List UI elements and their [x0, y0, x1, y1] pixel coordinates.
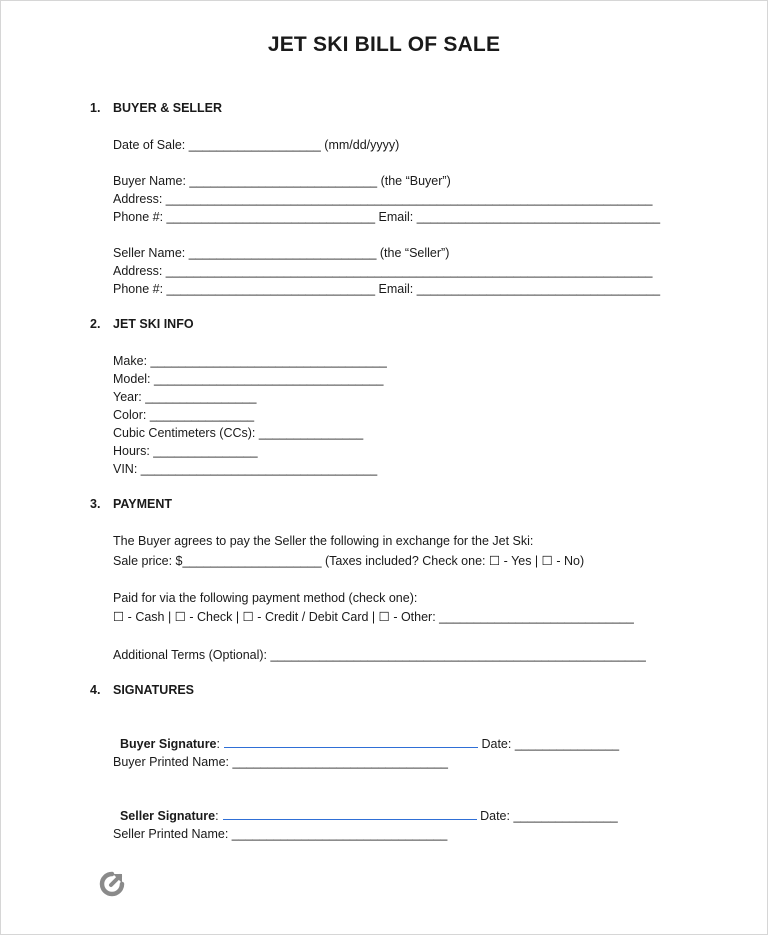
buyer-signature-row: Buyer Signature: Date: _______________	[119, 737, 620, 751]
seller-signature-line[interactable]	[223, 807, 477, 820]
seller-address-field[interactable]: Address: ______________________________________________________________________	[113, 264, 653, 278]
buyer-name-field[interactable]: Buyer Name: ___________________________ (the “Buyer”)	[113, 174, 451, 188]
section-buyer-seller-heading	[90, 101, 222, 115]
document-title: JET SKI BILL OF SALE	[267, 33, 501, 56]
section-number: 1.	[90, 101, 101, 115]
make-field[interactable]: Make: __________________________________	[113, 354, 387, 368]
section-title: SIGNATURES	[113, 683, 195, 697]
refresh-arrow-logo-icon	[98, 870, 126, 898]
section-number: 3.	[90, 497, 101, 511]
hours-field[interactable]: Hours: _______________	[113, 444, 258, 458]
seller-signature-row: Seller Signature: Date: _______________	[119, 809, 618, 823]
section-number: 4.	[90, 683, 101, 697]
buyer-signature-line[interactable]	[224, 735, 478, 748]
section-title: BUYER & SELLER	[113, 101, 223, 115]
seller-signature-date-field[interactable]: Date: _______________	[480, 809, 618, 823]
buyer-address-field[interactable]: Address: ______________________________________________________________________	[113, 192, 653, 206]
section-payment-heading	[90, 497, 172, 511]
payment-method-intro-text: Paid for via the following payment method (check one):	[113, 591, 418, 605]
payment-method-checkboxes[interactable]: ☐ - Cash | ☐ - Check | ☐ - Credit / Debit Card | ☐ - Other: ____________________________	[113, 610, 634, 624]
payment-intro-text: The Buyer agrees to pay the Seller the following in exchange for the Jet Ski:	[113, 534, 534, 548]
section-title: JET SKI INFO	[113, 317, 194, 331]
date-of-sale-field[interactable]: Date of Sale: ___________________ (mm/dd/yyyy)	[113, 138, 400, 152]
buyer-printed-name-field[interactable]: Buyer Printed Name: _______________________________	[113, 755, 449, 769]
ccs-field[interactable]: Cubic Centimeters (CCs): _______________	[113, 426, 364, 440]
sale-price-field[interactable]: Sale price: $____________________ (Taxes included? Check one: ☐ - Yes | ☐ - No)	[113, 554, 585, 568]
year-field[interactable]: Year: ________________	[113, 390, 257, 404]
model-field[interactable]: Model: _________________________________	[113, 372, 384, 386]
buyer-signature-label: Buyer Signature	[119, 737, 217, 751]
seller-phone-email-field[interactable]: Phone #: ______________________________ Email: ___________________________________	[113, 282, 661, 296]
seller-printed-name-field[interactable]: Seller Printed Name: _______________________________	[113, 827, 448, 841]
section-number: 2.	[90, 317, 101, 331]
seller-signature-label: Seller Signature	[119, 809, 216, 823]
section-signatures-heading	[90, 683, 194, 697]
section-title: PAYMENT	[113, 497, 173, 511]
vin-field[interactable]: VIN: __________________________________	[113, 462, 378, 476]
buyer-signature-date-field[interactable]: Date: _______________	[481, 737, 620, 751]
buyer-phone-email-field[interactable]: Phone #: ______________________________ Email: ___________________________________	[113, 210, 661, 224]
additional-terms-field[interactable]: Additional Terms (Optional): ______________________________________________________	[113, 648, 646, 662]
seller-name-field[interactable]: Seller Name: ___________________________ (the “Seller”)	[113, 246, 450, 260]
color-field[interactable]: Color: _______________	[113, 408, 255, 422]
section-jet-ski-info-heading	[90, 317, 194, 331]
